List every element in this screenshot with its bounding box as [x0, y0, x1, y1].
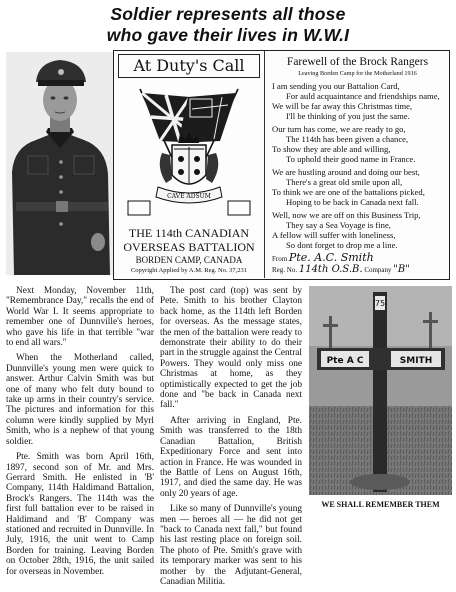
- headline: [0, 4, 456, 46]
- poem-stanza: [272, 167, 448, 207]
- from-handwritten-name: Pte. A.C. Smith: [288, 251, 374, 264]
- from-label: From: [272, 255, 288, 263]
- reg-handwritten-value: 114th O.S.B.: [298, 264, 363, 275]
- grave-marker-image: [309, 286, 452, 495]
- grave-marker-right-text: SMITH: [399, 356, 433, 366]
- company-handwritten-value: "B": [393, 264, 410, 275]
- soldier-photo: [6, 52, 113, 275]
- headline-line-2: who gave their lives in W.W.I: [106, 25, 350, 45]
- article-column-1: [6, 286, 154, 582]
- emblem-motto: CAVE ADSUM: [167, 193, 211, 200]
- grave-number: 75: [374, 299, 386, 308]
- card-reg-row: [272, 265, 410, 275]
- article-paragraph: After arriving in England, Pte. Smith was transferred to the 18th Canadian Battalion, British Expeditionary Force and sent into action in France. He was wounded in the Battle of Lens on August 16th, 1917, and died the same day. He was only 20 years of age.: [160, 415, 302, 499]
- poem-line: To uphold their good name in France.: [286, 154, 416, 164]
- reg-label: Reg. No.: [272, 266, 298, 274]
- card-right-panel: [266, 51, 449, 278]
- card-battalion-line-1: THE 114th CANADIAN: [128, 226, 250, 240]
- poem-line: We will be far away this Christmas time,: [272, 101, 413, 111]
- card-title: At Duty's Call: [118, 54, 260, 78]
- headline-line-1: Soldier represents all those: [110, 4, 346, 24]
- article-paragraph: The post card (top) was sent by Pete. Smith to his brother Clayton back home, as the 114th left Borden for overseas. As the message states, the men of the battalion were ready to demonstrate their ability to do their part in the struggle against the Central Powers. They would only miss one Christmas at home, as they optimistically expected to get the job done and "be back in Canada next fall.": [160, 286, 302, 411]
- soldier-portrait-image: [6, 52, 113, 275]
- poem-line: To think we are one of the battalions picked,: [272, 187, 425, 197]
- poem-line: Well, now we are off on this Business Trip,: [272, 210, 421, 220]
- card-camp-line: BORDEN CAMP, CANADA: [135, 255, 243, 265]
- grave-photo: [309, 286, 452, 495]
- poem-stanza: [272, 124, 448, 164]
- poem-line: We are hustling around and doing our best,: [272, 167, 420, 177]
- farewell-title: Farewell of the Brock Rangers: [286, 56, 429, 68]
- article-paragraph: Like so many of Dunnville's young men — heroes all — he did not get "back to Canada next fall," but found his last resting place on foreign soil. The photo of Pte. Smith's grave with its temporary marker was sent to his mother by the Adjutant-General, Canadian Militia.: [160, 504, 302, 587]
- poem-line: Our turn has come, we are ready to go,: [272, 124, 406, 134]
- card-left-panel: [114, 51, 265, 278]
- poem-stanza: [272, 81, 448, 121]
- poem-line: Hoping to be back in Canada next fall.: [286, 197, 419, 207]
- poem-line: For auld acquaintance and friendships name,: [286, 91, 440, 101]
- article-column-2: [160, 286, 302, 592]
- poem-line: So dont forget to drop me a line.: [286, 240, 398, 250]
- poem-line: They say a Sea Voyage is fine,: [286, 220, 391, 230]
- farewell-subtitle: Leaving Borden Camp for the Motherland 1916: [298, 70, 417, 77]
- card-battalion-line-2: OVERSEAS BATTALION: [123, 240, 255, 254]
- article-paragraph: Pte. Smith was born April 16th, 1897, second son of Mr. and Mrs. Gerrard Smith. He enlisted in 'B' Company, 114th Haldimand Battalion, Brock's Rangers. The 114th was the first full battalion ever to be raised in Haldimand and 'B' Company was stationed and recruited in Dunnville. In July, 1916, the unit went to Camp Borden for training. Leaving Borden on October 28th, 1916, the unit sailed for overseas in November.: [6, 452, 154, 577]
- card-from-row: [272, 253, 374, 264]
- grave-caption: WE SHALL REMEMBER THEM: [321, 500, 440, 509]
- article-paragraph: Next Monday, November 11th, "Remembrance Day," recalls the end of World War I. It seems appropriate to remember one of Dunnville's heroes, who gave his life in that terrible "war to end all wars.": [6, 286, 154, 349]
- poem-line: A fellow will suffer with loneliness,: [272, 230, 396, 240]
- article-paragraph: When the Motherland called, Dunnville's young men were quick to answer. Arthur Calvin Smith was but one of many who felt duty bound to take up arms in their country's service. The pictures and information for this column were kindly supplied by Myrl Smith, who is a nephew of that young soldier.: [6, 353, 154, 447]
- poem-stanza: [272, 210, 448, 250]
- card-copyright-line: Copyright Applied by A.M. Reg. No. 37,231: [130, 267, 248, 274]
- battalion-emblem-icon: [122, 83, 256, 223]
- poem-line: To show they are able and willing,: [272, 144, 391, 154]
- battalion-card: [113, 50, 450, 280]
- company-label: Company: [364, 266, 392, 274]
- grave-marker-left-text: Pte A C: [326, 356, 364, 366]
- farewell-poem: [272, 81, 448, 253]
- poem-line: I'll be thinking of you just the same.: [286, 111, 410, 121]
- poem-line: The 114th has been given a chance,: [286, 134, 409, 144]
- poem-line: There's a great old smile upon all,: [286, 177, 403, 187]
- poem-line: I am sending you our Battalion Card,: [272, 81, 400, 91]
